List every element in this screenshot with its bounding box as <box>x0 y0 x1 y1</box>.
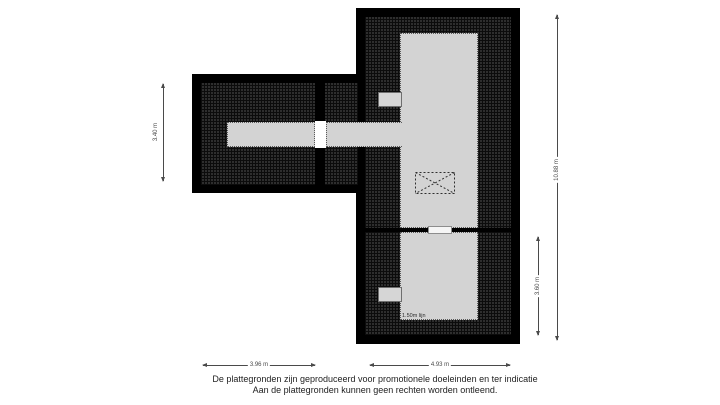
dimension-line-left <box>163 84 164 181</box>
corridor-door-opening <box>315 121 326 148</box>
arrow-up-icon <box>555 14 559 19</box>
room-divider-door-opening <box>428 226 452 234</box>
arrow-left-icon <box>202 363 207 367</box>
dimension-label-right-total: 10.88 m <box>554 159 560 181</box>
arrow-down-icon <box>161 177 165 182</box>
dimension-label-right-lower: 3.60 m <box>535 276 541 296</box>
height-line-annotation: 1.50m lijn <box>402 313 426 319</box>
arrow-down-icon <box>536 331 540 336</box>
corridor-floor-right-segment <box>326 122 402 147</box>
dimension-label-bottom-left: 3.96 m <box>249 362 269 368</box>
dimension-label-left: 3.40 m <box>153 122 159 142</box>
dimension-label-bottom-right: 4.93 m <box>430 362 450 368</box>
arrow-left-icon <box>369 363 374 367</box>
arrow-down-icon <box>555 336 559 341</box>
disclaimer <box>30 374 720 396</box>
disclaimer-line1: De plattegronden zijn geproduceerd voor promotionele doeleinden en ter indicatie <box>212 374 538 384</box>
void-cross-marker <box>415 172 455 194</box>
lower-window-box <box>378 287 402 302</box>
arrow-right-icon <box>506 363 511 367</box>
corridor-floor-left-segment <box>227 122 315 147</box>
arrow-up-icon <box>161 83 165 88</box>
upper-window-box <box>378 92 402 107</box>
upper-room-floor <box>400 33 478 228</box>
disclaimer-line2: Aan de plattegronden kunnen geen rechten worden ontleend. <box>252 385 498 395</box>
arrow-up-icon <box>536 236 540 241</box>
lower-room-floor <box>400 232 478 320</box>
arrow-right-icon <box>311 363 316 367</box>
